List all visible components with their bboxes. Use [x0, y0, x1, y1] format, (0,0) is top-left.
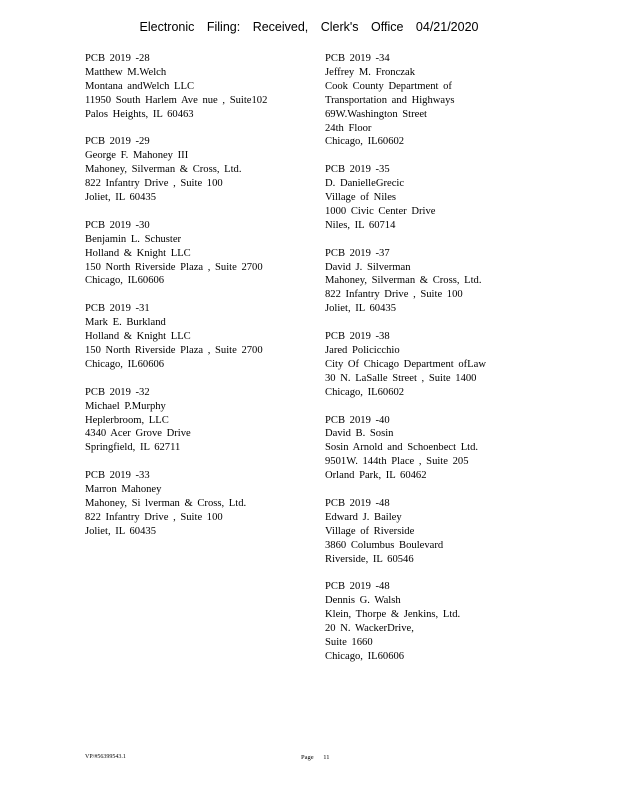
address-line: 30 N. LaSalle Street , Suite 1400	[325, 372, 477, 384]
case-number: PCB 2019 -48	[325, 497, 390, 509]
address-line: Mahoney, Silverman & Cross, Ltd.	[85, 164, 242, 176]
case-number: PCB 2019 -28	[85, 53, 150, 64]
address-line: D. DanielleGrecic	[325, 178, 405, 190]
page-label: Page	[301, 754, 314, 761]
address-line: Dennis G. Walsh	[325, 595, 401, 607]
address-line: 9501W. 144th Place , Suite 205	[325, 456, 469, 468]
service-list-entry	[325, 414, 535, 484]
address-line: Riverside, IL 60546	[325, 553, 414, 565]
service-list-entry	[325, 497, 535, 567]
service-list-entry	[85, 469, 300, 539]
address-line: Marron Mahoney	[85, 484, 162, 496]
case-number: PCB 2019 -37	[325, 247, 390, 259]
address-line: Sosin Arnold and Schoenbect Ltd.	[325, 442, 479, 454]
address-line: 11950 South Harlem Ave nue , Suite102	[85, 94, 268, 106]
case-number: PCB 2019 -40	[325, 414, 390, 426]
address-line: Joliet, IL 60435	[85, 525, 156, 537]
case-number: PCB 2019 -30	[85, 219, 150, 231]
address-line: 20 N. WackerDrive,	[325, 623, 414, 635]
address-line: Jared Policicchio	[325, 344, 400, 356]
service-list-left-column	[85, 52, 300, 553]
service-list-entry	[325, 163, 535, 233]
address-line: Transportation and Highways	[325, 94, 455, 106]
case-number: PCB 2019 -35	[325, 164, 390, 176]
address-line: Village of Niles	[325, 192, 397, 204]
case-number: PCB 2019 -32	[85, 386, 150, 398]
address-line: City Of Chicago Department ofLaw	[325, 358, 486, 370]
address-line: 1000 Civic Center Drive	[325, 205, 436, 217]
address-line: Benjamin L. Schuster	[85, 233, 182, 245]
filing-stamp-header: Electronic Filing: Received, Clerk's Office 04/21/2020	[139, 20, 479, 34]
address-line: 4340 Acer Grove Drive	[85, 428, 191, 440]
address-line: Chicago, IL60606	[85, 358, 165, 370]
address-line: Suite 1660	[325, 636, 373, 648]
address-line: Heplerbroom, LLC	[85, 414, 169, 426]
document-id: VP/#56399543.1	[85, 754, 126, 760]
address-line: Springfield, IL 62711	[85, 442, 181, 454]
case-number: PCB 2019 -48	[325, 581, 390, 593]
address-line: 822 Infantry Drive , Suite 100	[325, 289, 463, 301]
address-line: 3860 Columbus Boulevard	[325, 539, 444, 551]
address-line: George F. Mahoney III	[85, 150, 189, 162]
address-line: 24th Floor	[325, 122, 372, 134]
address-line: Mark E. Burkland	[85, 317, 166, 329]
service-list-entry	[85, 52, 300, 122]
address-line: Montana andWelch LLC	[85, 80, 195, 92]
service-list-entry	[325, 580, 535, 663]
service-list-entry	[85, 135, 300, 205]
address-line: 822 Infantry Drive , Suite 100	[85, 178, 223, 190]
case-number: PCB 2019 -31	[85, 303, 150, 315]
address-line: Jeffrey M. Fronczak	[325, 66, 415, 78]
case-number: PCB 2019 -38	[325, 331, 390, 343]
address-line: Chicago, IL60606	[85, 275, 165, 287]
address-line: 150 North Riverside Plaza , Suite 2700	[85, 344, 263, 356]
address-line: Holland & Knight LLC	[85, 247, 191, 259]
address-line: Niles, IL 60714	[325, 219, 396, 231]
address-line: Village of Riverside	[325, 525, 415, 537]
service-list-entry	[85, 219, 300, 289]
page-number	[301, 754, 330, 761]
address-line: Joliet, IL 60435	[85, 192, 156, 204]
case-number: PCB 2019 -34	[325, 53, 390, 64]
address-line: Chicago, IL60602	[325, 386, 405, 398]
address-line: Mahoney, Silverman & Cross, Ltd.	[325, 275, 482, 287]
case-number: PCB 2019 -29	[85, 136, 150, 148]
address-line: Klein, Thorpe & Jenkins, Ltd.	[325, 609, 461, 621]
address-line: Mahoney, Si lverman & Cross, Ltd.	[85, 497, 247, 509]
address-line: Palos Heights, IL 60463	[85, 108, 194, 120]
address-line: Orland Park, IL 60462	[325, 470, 427, 482]
address-line: David J. Silverman	[325, 261, 411, 273]
address-line: David B. Sosin	[325, 428, 394, 440]
service-list-right-column	[325, 52, 535, 678]
case-number: PCB 2019 -33	[85, 470, 150, 482]
address-line: 822 Infantry Drive , Suite 100	[85, 511, 223, 523]
address-line: Edward J. Bailey	[325, 511, 402, 523]
service-list-entry	[325, 330, 535, 400]
service-list-entry	[325, 247, 535, 317]
address-line: Michael P.Murphy	[85, 400, 166, 412]
address-line: Holland & Knight LLC	[85, 331, 191, 343]
page-number-value: 11	[323, 754, 330, 761]
address-line: Chicago, IL60602	[325, 136, 405, 148]
service-list-entry	[85, 302, 300, 372]
service-list-entry	[325, 52, 535, 149]
address-line: Cook County Department of	[325, 80, 452, 92]
address-line: Matthew M.Welch	[85, 66, 167, 78]
address-line: 69W.Washington Street	[325, 108, 427, 120]
address-line: Joliet, IL 60435	[325, 303, 396, 315]
address-line: Chicago, IL60606	[325, 650, 405, 662]
address-line: 150 North Riverside Plaza , Suite 2700	[85, 261, 263, 273]
service-list-entry	[85, 386, 300, 456]
